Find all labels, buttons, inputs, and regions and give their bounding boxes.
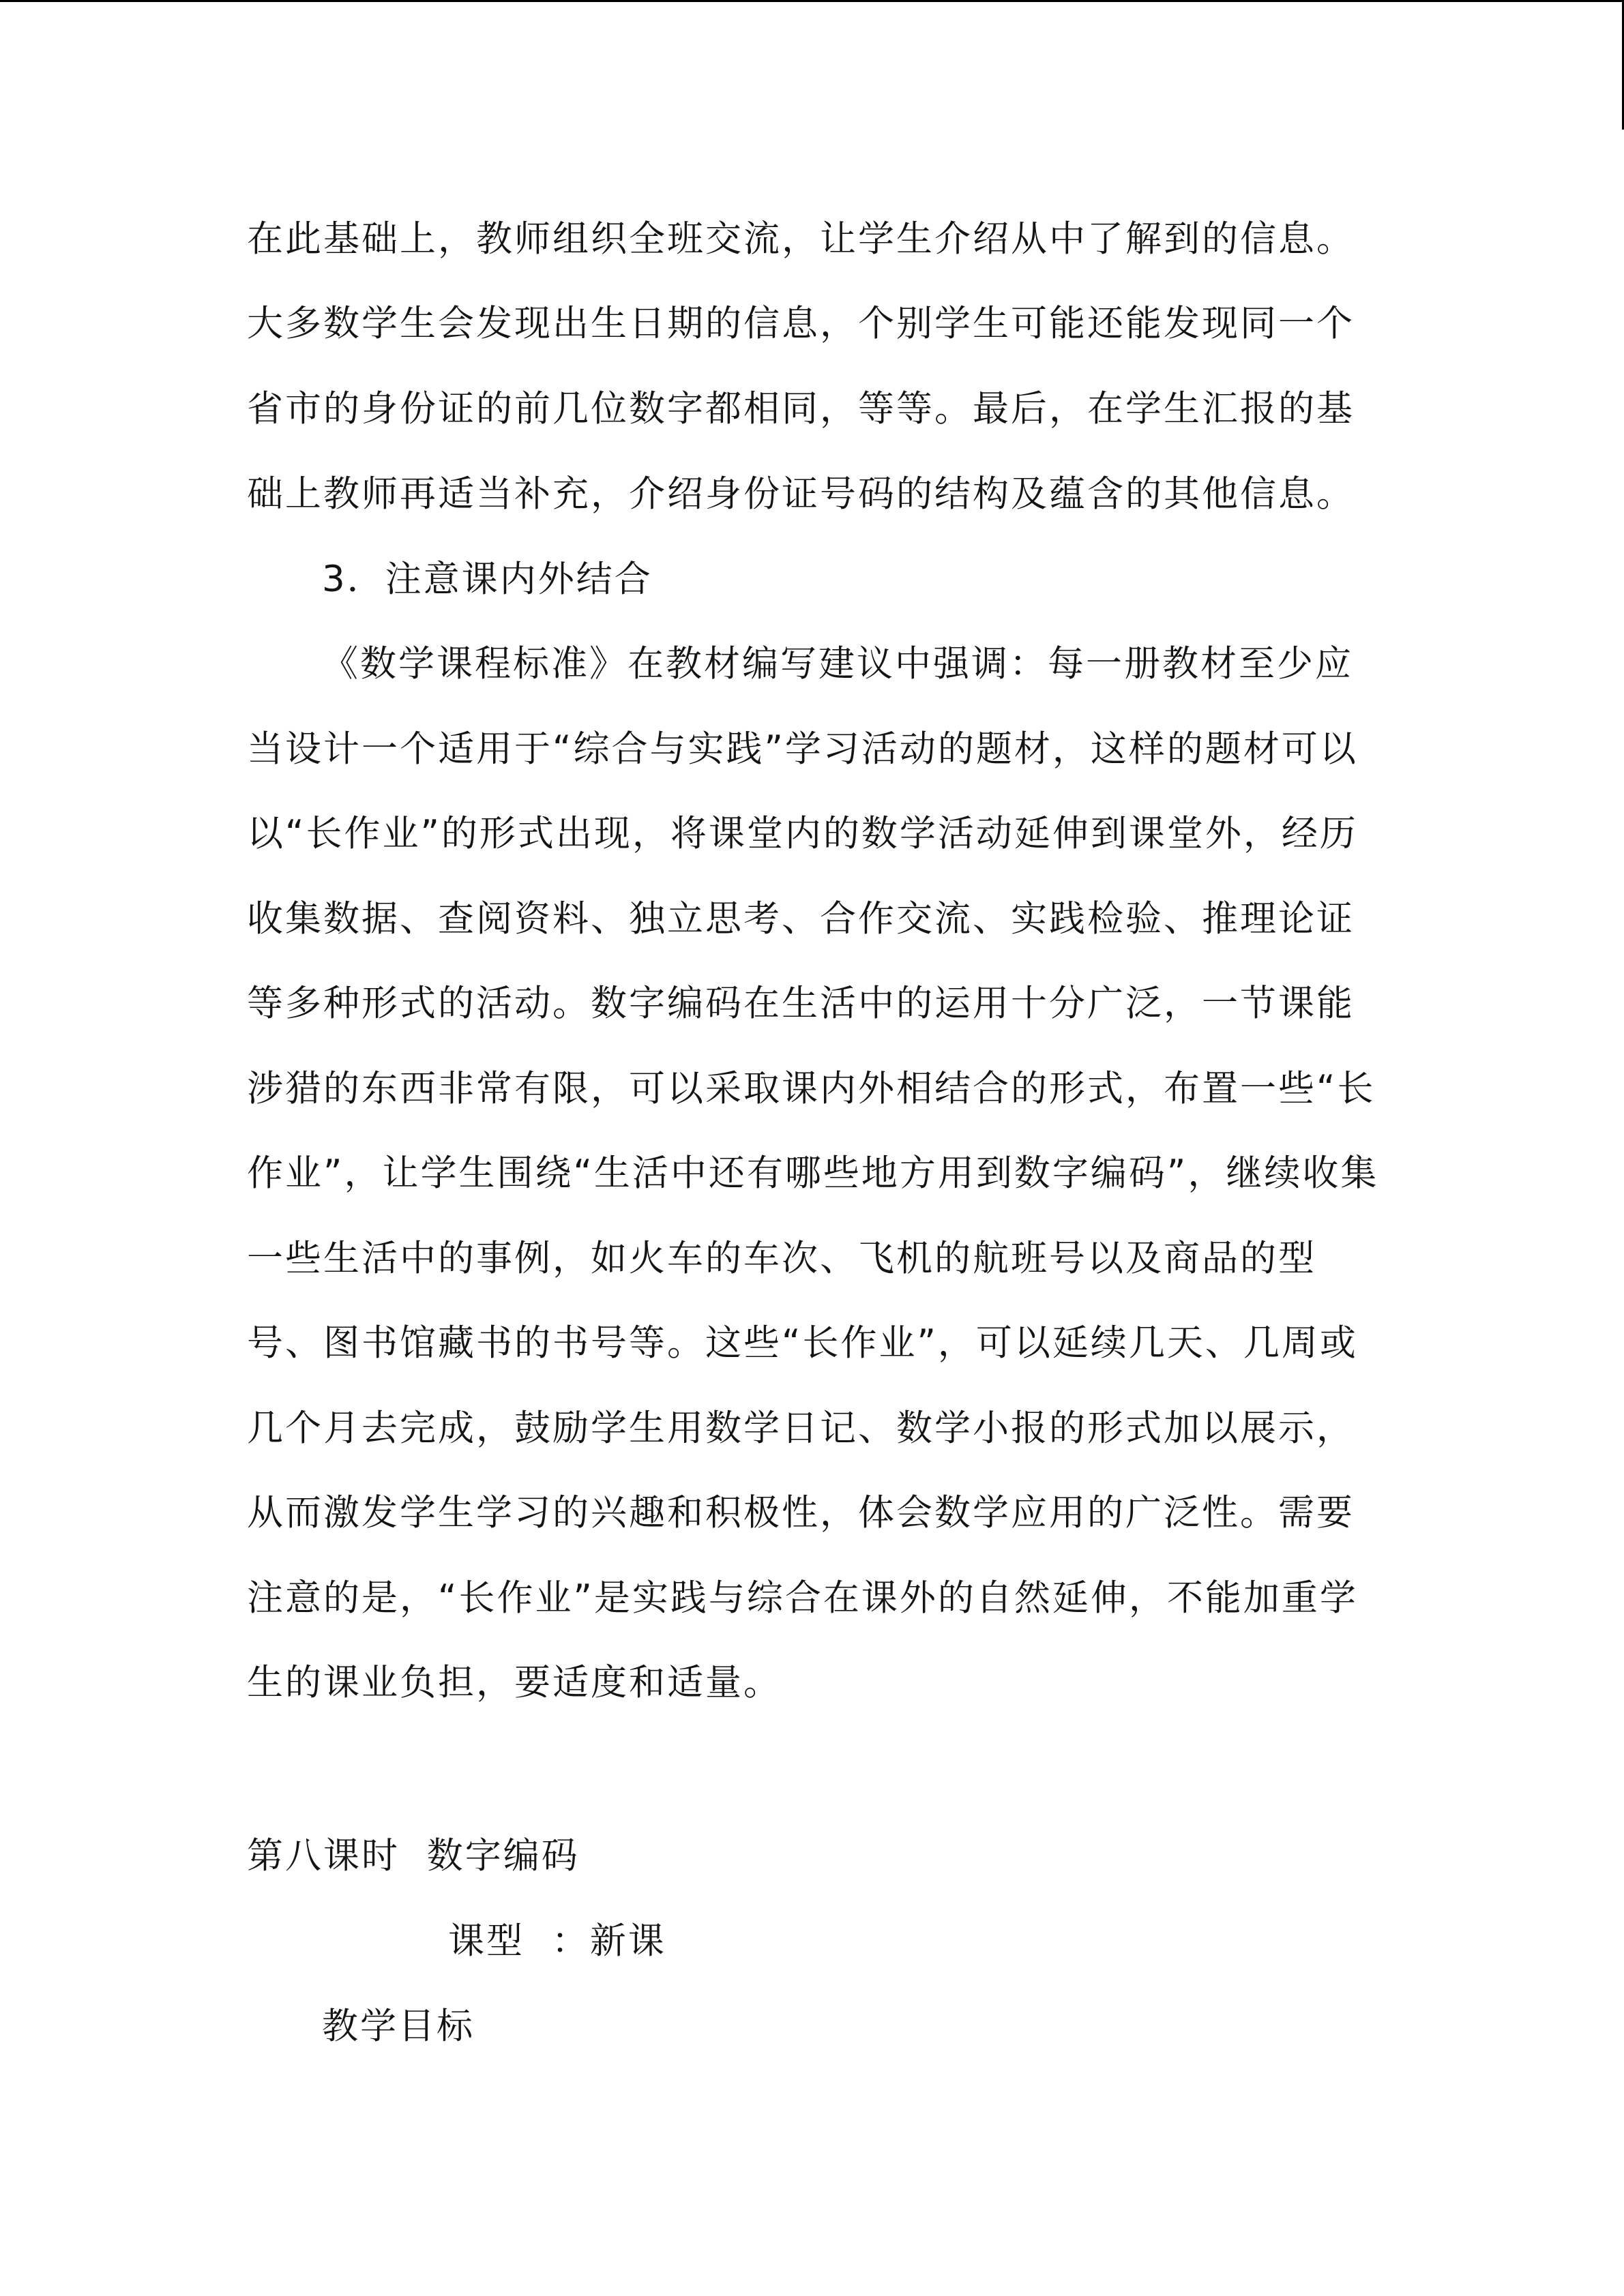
body-text-line: 号、图书馆藏书的书号等。这些“长作业”，可以延续几天、几周或 <box>247 1322 1358 1364</box>
body-text-line: 等多种形式的活动。数字编码在生活中的运用十分广泛，一节课能 <box>247 983 1355 1024</box>
body-text-line: 收集数据、查阅资料、独立思考、合作交流、实践检验、推理论证 <box>247 898 1355 940</box>
body-text-line: 涉猎的东西非常有限，可以采取课内外相结合的形式，布置一些“长 <box>247 1068 1376 1109</box>
body-text-line: 《数学课程标准》在教材编写建议中强调：每一册教材至少应 <box>322 643 1353 685</box>
body-text-line: 从而激发学生学习的兴趣和积极性，体会数学应用的广泛性。需要 <box>247 1492 1355 1534</box>
body-text-line: 几个月去完成，鼓励学生用数学日记、数学小报的形式加以展示， <box>247 1407 1355 1449</box>
body-text-line: 础上教师再适当补充，介绍身份证号码的结构及蕴含的其他信息。 <box>247 473 1355 515</box>
page-top-border <box>0 0 1624 2</box>
body-text-line: 生的课业负担，要适度和适量。 <box>247 1662 782 1703</box>
section-heading: 3．注意课内外结合 <box>322 558 653 600</box>
body-text-line: 作业”，让学生围绕“生活中还有哪些地方用到数字编码”，继续收集 <box>247 1152 1379 1194</box>
body-text-line: 一些生活中的事例，如火车的车次、飞机的航班号以及商品的型 <box>247 1238 1316 1279</box>
body-text-line: 在此基础上，教师组织全班交流，让学生介绍从中了解到的信息。 <box>247 218 1355 260</box>
body-text-line: 当设计一个适用于“综合与实践”学习活动的题材，这样的题材可以 <box>247 728 1358 770</box>
body-text-line: 大多数学生会发现出生日期的信息，个别学生可能还能发现同一个 <box>247 303 1355 344</box>
lesson-title: 第八课时 数字编码 <box>247 1835 580 1877</box>
body-text-line: 以“长作业”的形式出现，将课堂内的数学活动延伸到课堂外，经历 <box>247 813 1358 854</box>
objective-heading: 教学目标 <box>322 2006 475 2047</box>
body-text-line: 注意的是，“长作业”是实践与综合在课外的自然延伸，不能加重学 <box>247 1577 1358 1619</box>
lesson-type: 课型 ：新课 <box>448 1920 666 1962</box>
body-text-line: 省市的身份证的前几位数字都相同，等等。最后，在学生汇报的基 <box>247 388 1355 430</box>
